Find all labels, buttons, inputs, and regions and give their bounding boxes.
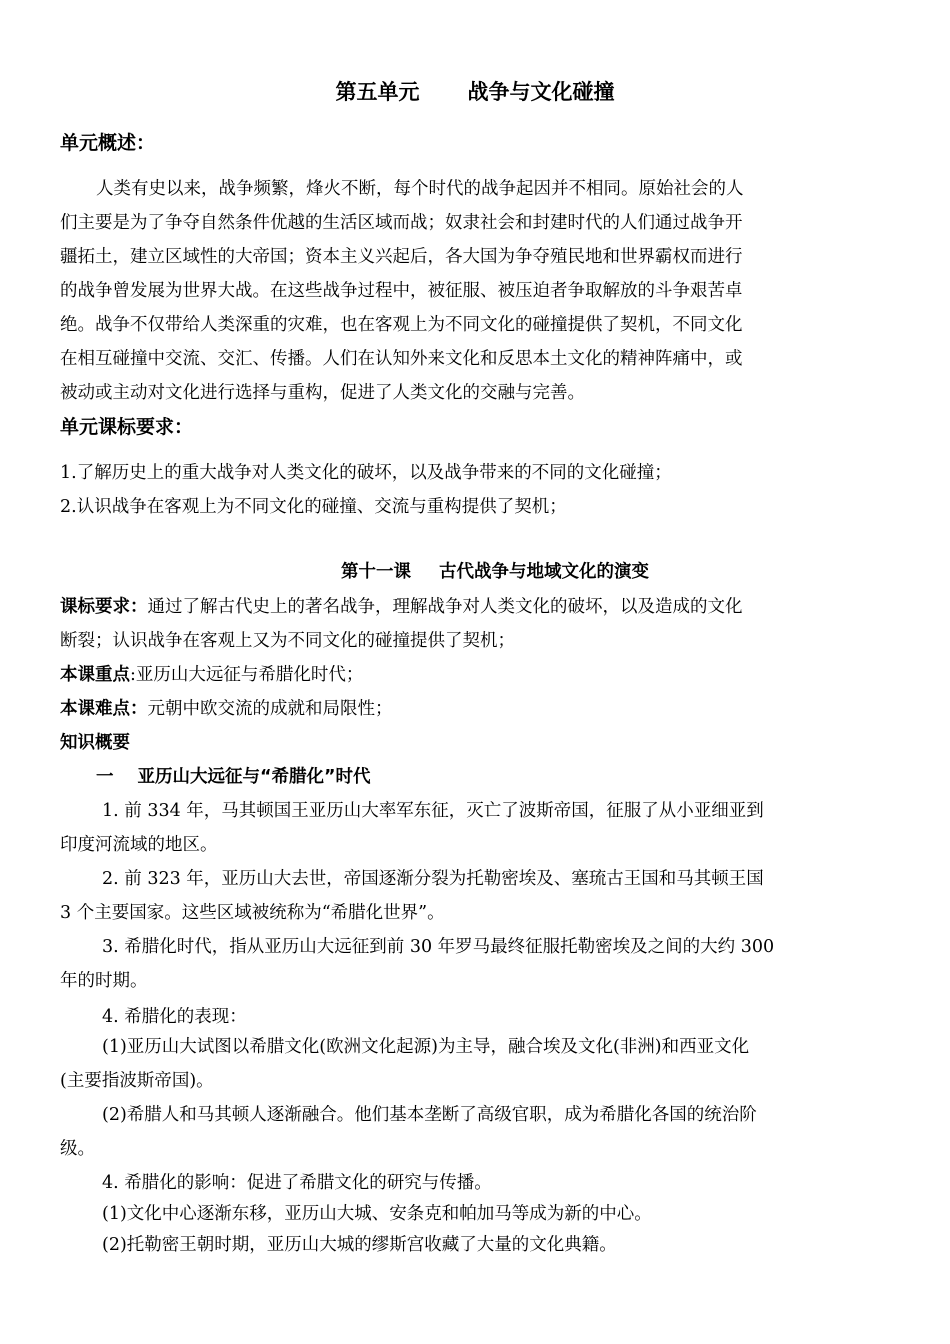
content-line: (2)托勒密王朝时期，亚历山大城的缪斯宫收藏了大量的文化典籍。 (102, 1235, 617, 1255)
focus-text: :亚历山大远征与希腊化时代； (130, 665, 364, 685)
section-number: 一 (96, 767, 114, 787)
knowledge-overview-label: 知识概要 (60, 733, 130, 753)
section-heading (60, 760, 890, 794)
content-line: 级。 (60, 1139, 95, 1159)
lesson-focus (60, 658, 890, 692)
requirements-text: 通过了解古代史上的著名战争，理解战争对人类文化的破坏，以及造成的文化 (147, 597, 743, 617)
lesson-title-text: 古代战争与地域文化的演变 (439, 562, 649, 582)
content-line: 3. 希腊化时代，指从亚历山大远征到前 30 年罗马最终征服托勒密埃及之间的大约 300 (102, 937, 775, 957)
section-title: 亚历山大远征与“希腊化”时代 (137, 767, 371, 787)
focus-label: 本课重点 (60, 665, 130, 685)
requirements-text-cont: 断裂；认识战争在客观上又为不同文化的碰撞提供了契机； (60, 631, 515, 651)
overview-line: 被动或主动对文化进行选择与重构，促进了人类文化的交融与完善。 (60, 383, 585, 403)
content-line: 2. 前 323 年，亚历山大去世，帝国逐渐分裂为托勒密埃及、塞琉古王国和马其顿王国 (102, 869, 764, 889)
lesson-title (0, 558, 950, 583)
standard-item: 2.认识战争在客观上为不同文化的碰撞、交流与重构提供了契机； (60, 497, 567, 517)
content-line: (2)希腊人和马其顿人逐渐融合。他们基本垄断了高级官职，成为希腊化各国的统治阶 (102, 1105, 757, 1125)
content-line: 4. 希腊化的影响：促进了希腊文化的研究与传播。 (102, 1173, 492, 1193)
content-line: (主要指波斯帝国)。 (60, 1071, 214, 1091)
standards-heading: 单元课标要求： (60, 416, 194, 438)
overview-heading: 单元概述： (60, 132, 156, 154)
lesson-difficulty (60, 692, 890, 726)
lesson-requirements (60, 590, 890, 624)
content-line: 年的时期。 (60, 971, 148, 991)
overview-line: 绝。战争不仅带给人类深重的灾难，也在客观上为不同文化的碰撞提供了契机，不同文化 (60, 315, 743, 335)
overview-line: 在相互碰撞中交流、交汇、传播。人们在认知外来文化和反思本土文化的精神阵痛中，或 (60, 349, 743, 369)
unit-title (0, 76, 950, 106)
overview-line: 疆拓土，建立区域性的大帝国；资本主义兴起后，各大国为争夺殖民地和世界霸权而进行 (60, 247, 743, 267)
content-line: 印度河流域的地区。 (60, 835, 218, 855)
overview-line: 人类有史以来，战争频繁，烽火不断，每个时代的战争起因并不相同。原始社会的人 (96, 179, 744, 199)
content-line: (1)亚历山大试图以希腊文化(欧洲文化起源)为主导，融合埃及文化(非洲)和西亚文化 (102, 1037, 750, 1057)
overview-line: 的战争曾发展为世界大战。在这些战争过程中，被征服、被压迫者争取解放的斗争艰苦卓 (60, 281, 743, 301)
content-line: 3 个主要国家。这些区域被统称为“希腊化世界”。 (60, 903, 445, 923)
content-line: 1. 前 334 年，马其顿国王亚历山大率军东征，灭亡了波斯帝国，征服了从小亚细亚到 (102, 801, 764, 821)
difficulty-text: 元朝中欧交流的成就和局限性； (147, 699, 393, 719)
lesson-number: 第十一课 (341, 562, 411, 582)
difficulty-label: 本课难点： (60, 699, 148, 719)
content-line: (1)文化中心逐渐东移，亚历山大城、安条克和帕加马等成为新的中心。 (102, 1204, 652, 1224)
content-line: 4. 希腊化的表现： (102, 1007, 247, 1027)
overview-line: 们主要是为了争夺自然条件优越的生活区域而战；奴隶社会和封建时代的人们通过战争开 (60, 213, 743, 233)
standard-item: 1.了解历史上的重大战争对人类文化的破坏，以及战争带来的不同的文化碰撞； (60, 463, 672, 483)
unit-number: 第五单元 (335, 80, 420, 104)
requirements-label: 课标要求： (60, 597, 148, 617)
unit-title-text: 战争与文化碰撞 (467, 80, 615, 104)
